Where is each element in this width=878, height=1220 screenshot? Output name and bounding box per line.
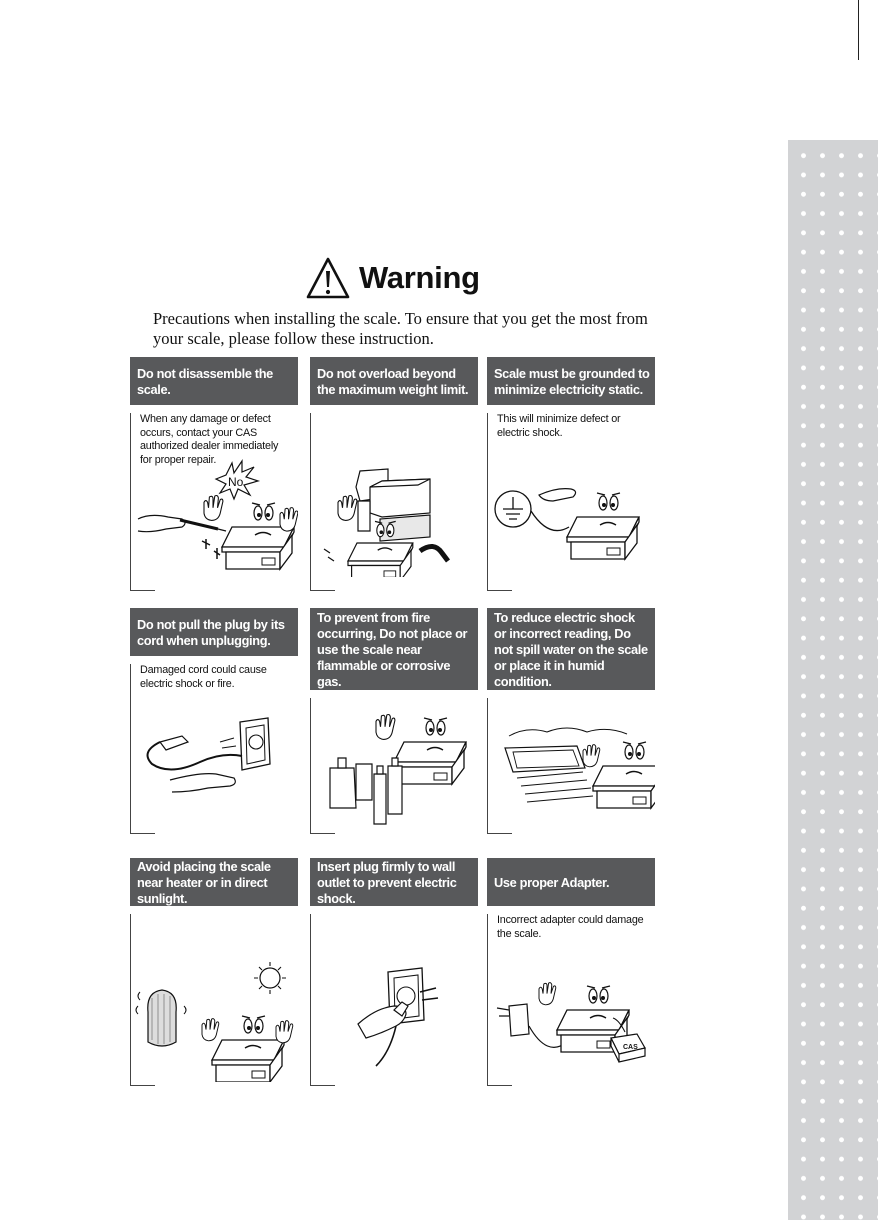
warning-title	[305, 254, 480, 302]
panel-plug-firmly	[310, 858, 478, 906]
panel-heading: Insert plug firmly to wall outlet to prevent electric shock.	[310, 858, 478, 906]
panel-water	[487, 608, 655, 690]
heater-illustration	[130, 962, 298, 1082]
panel-heading: Do not overload beyond the maximum weight limit.	[310, 357, 478, 405]
panel-description: This will minimize defect or electric shock.	[497, 413, 621, 439]
panel-grounded	[487, 357, 655, 439]
intro-text: Precautions when installing the scale. To ensure that you get the most from your scale, please follow these instruction.	[153, 309, 648, 348]
panel-adapter	[487, 858, 655, 1051]
panel-heading: Do not disassemble the scale.	[130, 357, 298, 405]
side-dot-strip	[788, 140, 878, 1220]
adapter-illustration	[487, 962, 655, 1082]
panel-heading: Use proper Adapter.	[487, 858, 655, 906]
disassemble-illustration	[130, 457, 298, 577]
overload-illustration	[310, 457, 478, 577]
panel-description: When any damage or defect occurs, contact your CAS authorized dealer immediately for proper repair.	[140, 413, 279, 466]
panel-heading: To prevent from fire occurring, Do not place or use the scale near flammable or corrosive gas.	[310, 608, 478, 690]
panel-disassemble	[130, 357, 298, 489]
panel-description: Incorrect adapter could damage the scale.	[497, 914, 644, 940]
panel-fire	[310, 608, 478, 690]
cas-box-label: CAS	[623, 1044, 638, 1051]
panel-heading: To reduce electric shock or incorrect reading, Do not spill water on the scale or place it in humid condition.	[487, 608, 655, 690]
panel-heading: Avoid placing the scale near heater or in direct sunlight.	[130, 858, 298, 906]
panel-heading: Do not pull the plug by its cord when unplugging.	[130, 608, 298, 656]
panel-pull-plug	[130, 608, 298, 690]
pull-plug-illustration	[130, 712, 298, 832]
panel-heater	[130, 858, 298, 906]
panel-overload	[310, 357, 478, 405]
page-title: Warning	[359, 260, 480, 295]
no-sign-text: No	[228, 475, 244, 489]
panel-description: Damaged cord could cause electric shock or fire.	[140, 664, 267, 690]
grounded-illustration	[487, 457, 655, 577]
water-illustration	[487, 708, 655, 828]
fire-illustration	[310, 708, 478, 828]
warning-triangle-icon	[305, 256, 351, 300]
plug-firmly-illustration	[310, 962, 478, 1082]
top-margin-rule	[858, 0, 859, 60]
panel-heading: Scale must be grounded to minimize electricity static.	[487, 357, 655, 405]
